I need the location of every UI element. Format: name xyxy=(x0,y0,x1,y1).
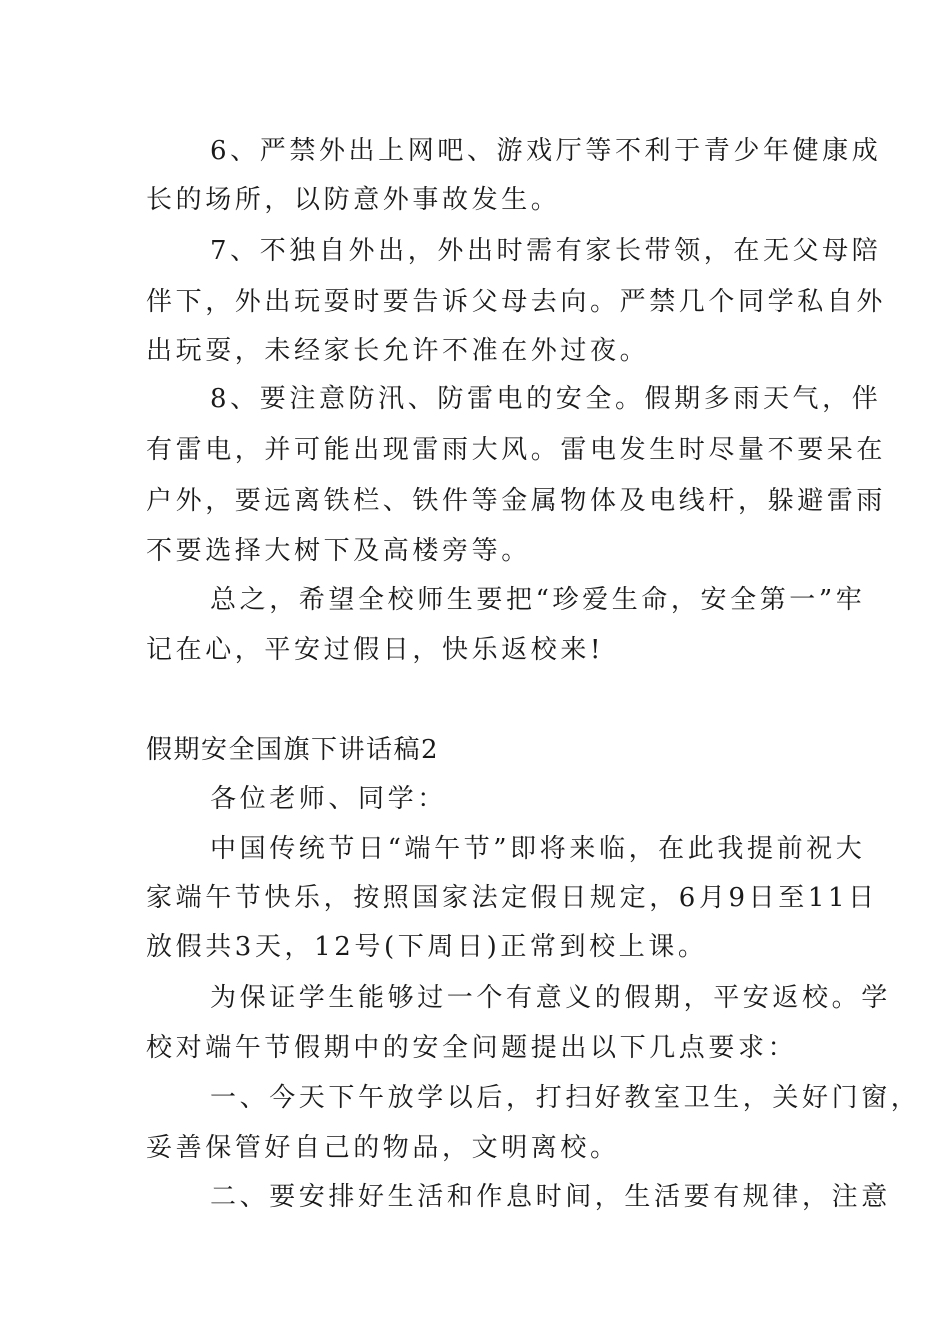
paragraph-6-line-2: 长的场所，以防意外事故发生。 xyxy=(146,185,561,215)
summary-line-2: 记在心，平安过假日，快乐返校来! xyxy=(146,635,605,665)
paragraph-7-line-3: 出玩耍，未经家长允许不准在外过夜。 xyxy=(146,336,650,366)
requirement-1-line-2: 妥善保管好自己的物品，文明离校。 xyxy=(146,1133,620,1163)
paragraph-8-line-2: 有雷电，并可能出现雷雨大风。雷电发生时尽量不要呆在 xyxy=(146,435,887,465)
intro-line-2: 家端午节快乐，按照国家法定假日规定，6月9日至11日 xyxy=(146,883,878,913)
purpose-line-2: 校对端午节假期中的安全问题提出以下几点要求： xyxy=(146,1033,798,1063)
paragraph-8-line-3: 户外，要远离铁栏、铁件等金属物体及电线杆，躲避雷雨 xyxy=(146,486,887,516)
paragraph-8-line-4: 不要选择大树下及高楼旁等。 xyxy=(146,536,531,566)
requirement-2-line-1: 二、要安排好生活和作息时间，生活要有规律，注意 xyxy=(210,1182,891,1212)
purpose-line-1: 为保证学生能够过一个有意义的假期，平安返校。学 xyxy=(210,983,891,1013)
section-heading: 假期安全国旗下讲话稿2 xyxy=(146,735,440,765)
intro-line-3: 放假共3天，12号(下周日)正常到校上课。 xyxy=(146,932,708,962)
paragraph-8-line-1: 8、要注意防汛、防雷电的安全。假期多雨天气，伴 xyxy=(210,384,882,414)
paragraph-7-line-2: 伴下，外出玩耍时要告诉父母去向。严禁几个同学私自外 xyxy=(146,287,887,317)
paragraph-7-line-1: 7、不独自外出，外出时需有家长带领，在无父母陪 xyxy=(210,236,882,266)
summary-line-1: 总之，希望全校师生要把“珍爱生命，安全第一”牢 xyxy=(210,585,866,615)
requirement-1-line-1: 一、今天下午放学以后，打扫好教室卫生，关好门窗， xyxy=(210,1083,921,1113)
intro-line-1: 中国传统节日“端午节”即将来临，在此我提前祝大 xyxy=(210,834,866,864)
paragraph-6-line-1: 6、严禁外出上网吧、游戏厅等不利于青少年健康成 xyxy=(210,136,882,166)
salutation: 各位老师、同学： xyxy=(210,784,447,814)
